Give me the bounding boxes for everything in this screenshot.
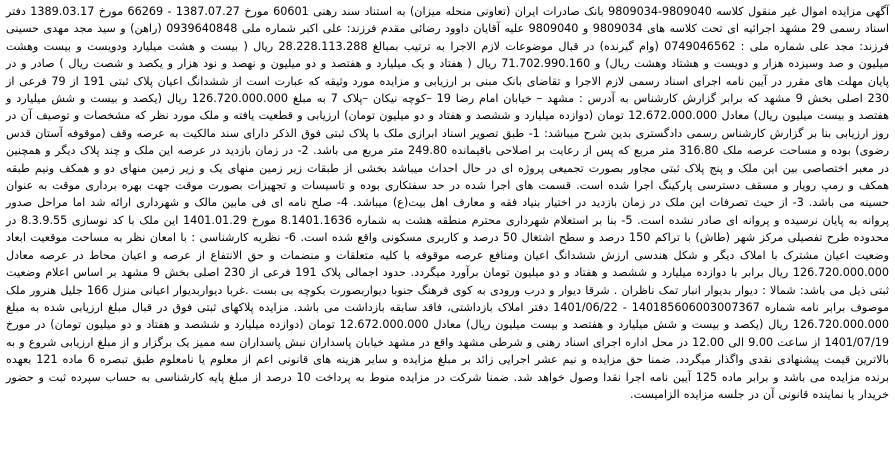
auction-notice-text: آگهی مزایده اموال غیر منقول کلاسه 9809040-9809034 بانک صادرات ایران (تعاونی منحله میزان) به استناد سند رهنی 60601 مورخ 1387.07.27 - 66269 مورخ 1389.03.17 دفتر اسناد رسمی 29 مشهد اجرائیه ای تحت کلاسه های 9809034 و 9809040 علیه آقایان داوود رضائی مقدم فرزند: علی اکبر شماره ملی 0939640848 (راهن) و سید مجد مهدی حسینی فرزند: مجد علی شماره ملی : 0749046562 (وام گیرنده) در قبال موضوعات لازم الاجرا به ترتیب بمبالغ 28.228.113.288 ریال ( بیست و هشت میلیارد ودویست و بیست وهشت میلیون و صد وسیزده هزار و دویست و هشتاد وهشت ریال) و 71.702.990.160 ریال ( هفتاد و یک میلیارد و هفتصد و دو میلیون و نهصد و نود هزار و یکصد و شصت ریال ) صادر و در پایان مهلت های مقرر در آیین نامه اجرای اسناد رسمی لازم الاجرا و تقاضای بانک مبنی بر ارزیابی و مزایده مورد وثیقه که عبارت است از ششدانگ اعیان پلاک ثبتی 191 از 79 فرعی از 230 اصلی بخش 9 مشهد که برابر گزارش کارشناس به آدرس : مشهد – خیابان امام رضا 19 –کوچه نیکان –پلاک 7 به مبلغ 126.720.000.000 ریال (یکصد و بیست و شش میلیارد و هفتصد و بیست میلیون ریال) معادل 12.672.000.000 تومان (دوازده میلیارد و ششصد و هفتاد و دو میلیون تومان) ارزیابی و قطعیت یافته و ملک مورد نظر که مشخصات و توصیف آن در روز ارزیابی بنا بر گزارش کارشناس رسمی دادگستری بدین شرح میباشد: 1- طبق تصویر اسناد ابرازی ملک با پلاک ثبتی فوق الذکر دارای سند مالکیت به عرصه وقف (موقوفه آستان قدس رضوی) بوده و مساحت عرصه ملک 316.80 متر مربع که پس از رعایت بر اصلاحی باقیمانده 249.80 متر مربع می باشد. 2- در زمان بازدید در عرصه این ملک و چند پلاک دیگر و همچنین در معبر اختصاصی بین این ملک و پنج پلاک ثبتی مجاور بصورت تجمیعی پروژه ای در حال احداث میباشد بخشی از طبقات زیر زمین منهای یک و زیر زمین منهای دو و همکف ونیم طبقه همکف و رمپ رویار و مسقف دسترسی پارکینگ اجرا شده است. قسمت های اجرا شده در حد سفتکاری بوده و تاسیسات و تجهیزات بصورت موقت جهت بهره برداری موقت به عنوان حسینه می باشد. 3- از حیث تصرفات این ملک در زمان بازدید در اختیار بنیاد فقه و معارف اهل بیت(ع) میباشد. 4- صلح نامه ای فی مابین مالک و شهرداری ارائه شد اما مراحل صدور پروانه به پایان نرسیده و پروانه ای صادر نشده است. 5- بنا بر استعلام شهرداری محترم منطقه هشت به شماره 8.1401.1636 مورخ 1401.01.29 این ملک با کد نوسازی 8.3.9.55 در محدوده طرح تفصیلی مرکز شهر (طاش) با تراکم 150 درصد و سطح اشتغال 50 درصد و کاربری مسکونی واقع شده است. 6- نظریه کارشناسی : با امعان نظر به مساحت موقعیت ابعاد وضعیت اعیان مشترک با املاک دیگر و شکل هندسی ارزش ششدانگ اعیان ومنافع عرصه موقوفه با کلیه متعلقات و منضمات و حق الانتفاع از عرصه و اعیان محاط در عرصه معادل 126.720.000.000 ریال برابر با دوازده میلیارد و ششصد و هفتاد و دو میلیون تومان برآورد میگردد. حدود اجمالی پلاک 191 فرعی از 230 اصلی بخش 9 مشهد بر اساس اعلام وضعیت ثبتی ذیل می باشد: شمالا : دیوار بدیوار انبار تمک ناظران . شرقا دیوار و درب ورودی به کوی فرهنگ جنوبا دیواربصورت بکوچه بی بست .غربا دیواربدیوار اعیانی منزل 166 جلیل هنرور ملک موصوف برابر نامه شماره 140185606003007367 - 1401/06/22 دفتر املاک بازداشتی، فاقد سابقه بازداشت می باشد. مزایده پلاکهای ثبتی فوق در قبال مبلغ ارزیابی شده به مبلغ 126.720.000.000 ریال (یکصد و بیست و شش میلیارد و هفتصد و بیست میلیون ریال) معادل 12.672.000.000 تومان (دوازده میلیارد و ششصد و هفتاد و دو میلیون تومان) در مورخ 1401/07/19 از ساعت 9.00 الی 12.00 در محل اداره اجرای اسناد رهنی و شرطی مشهد واقع در مشهد خیابان پاسداران نبش پاسداران سه ممیز یک برگزار و از مبلغ ارزیابی شروع و به بالاترین قیمت پیشنهادی نقدی واگذار میگردد. ضمنا حق مزایده و نیم عشر اجرایی زائد بر مبلغ مزایده و سایر هزینه های قانونی اعم از معلوم یا نامعلوم طبق تبصره 6 ماده 121 بعهده برنده مزایده می باشد و برابر ماده 125 آیین نامه اجرا نقدا وصول خواهد شد. ضمنا شرکت در مزایده منوط به پرداخت 10 درصد از مبلغ پایه کارشناسی به حساب سپرده ثبت و حضور خریدار یا نماینده قانونی آن در جلسه مزایده الزامیست. [6, 5, 890, 401]
